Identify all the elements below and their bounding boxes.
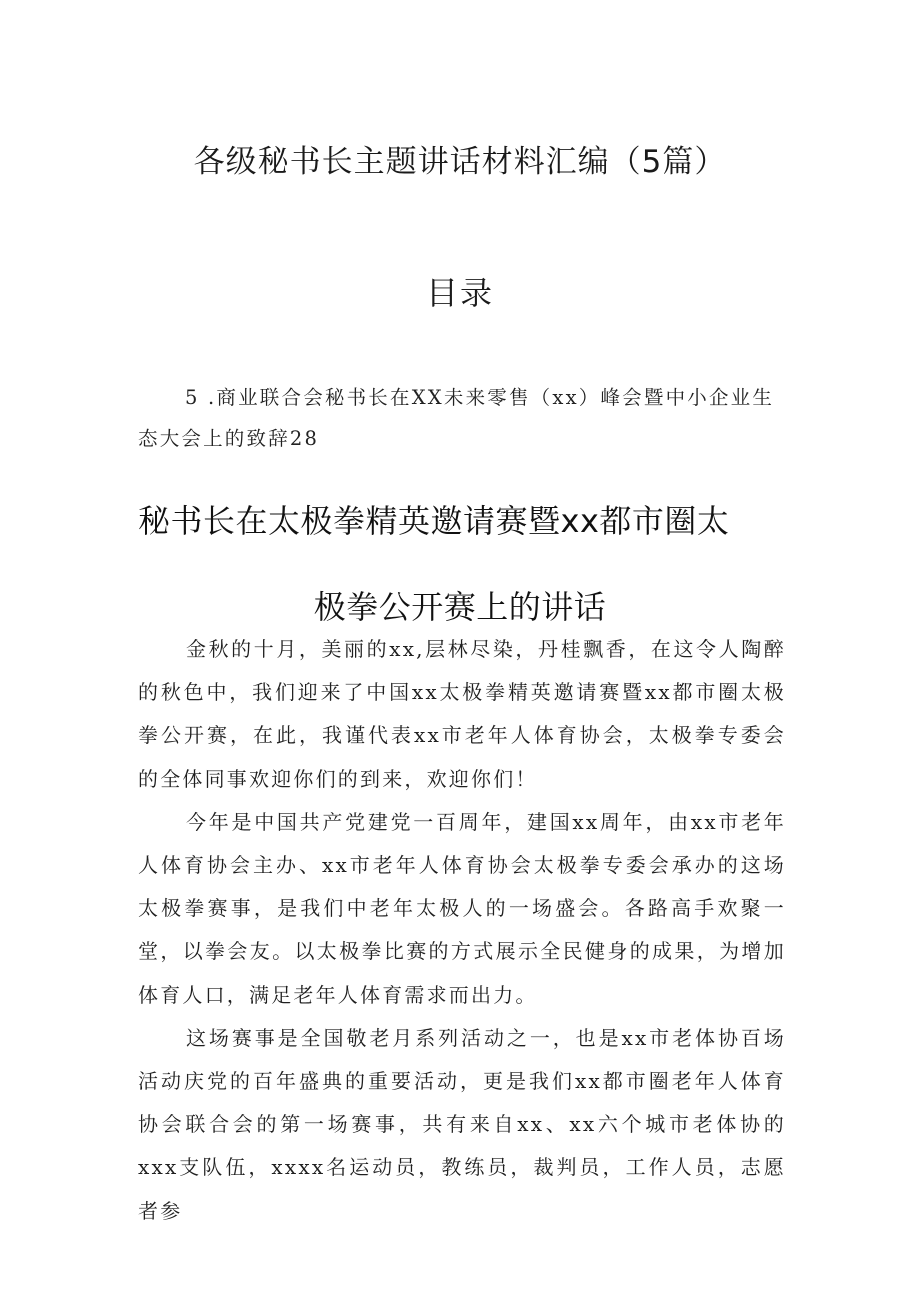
speech-title	[138, 478, 782, 650]
paragraph: 这场赛事是全国敬老月系列活动之一，也是xx市老体协百场活动庆党的百年盛典的重要活动，更是我们xx都市圈老年人体育协会联合会的第一场赛事，共有来自xx、xx六个城市老体协的xxx支队伍，xxxx名运动员，教练员，裁判员，工作人员，志愿者参	[138, 1025, 786, 1223]
document-title: 各级秘书长主题讲话材料汇编（5篇）	[193, 144, 727, 180]
toc-entry[interactable]: 5 .商业联合会秘书长在XX未来零售（xx）峰会暨中小企业生态大会上的致辞28	[138, 386, 775, 450]
speech-body	[138, 628, 786, 1233]
paragraph: 今年是中国共产党建党一百周年，建国xx周年，由xx市老年人体育协会主办、xx市老年人体育协会太极拳专委会承办的这场太极拳赛事，是我们中老年太极人的一场盛会。各路高手欢聚一堂，以拳会友。以太极拳比赛的方式展示全民健身的成果，为增加体育人口，满足老年人体育需求而出力。	[138, 809, 786, 1007]
speech-title-line-2: 极拳公开赛上的讲话	[313, 588, 607, 626]
paragraph: 金秋的十月，美丽的xx,层林尽染，丹桂飘香，在这令人陶醉的秋色中，我们迎来了中国xx太极拳精英邀请赛暨xx都市圈太极拳公开赛，在此，我谨代表xx市老年人体育协会，太极拳专委会的全体同事欢迎你们的到来，欢迎你们！	[138, 637, 786, 791]
speech-title-line-1: 秘书长在太极拳精英邀请赛暨xx都市圈太	[138, 502, 730, 540]
toc-heading: 目录	[425, 274, 494, 312]
